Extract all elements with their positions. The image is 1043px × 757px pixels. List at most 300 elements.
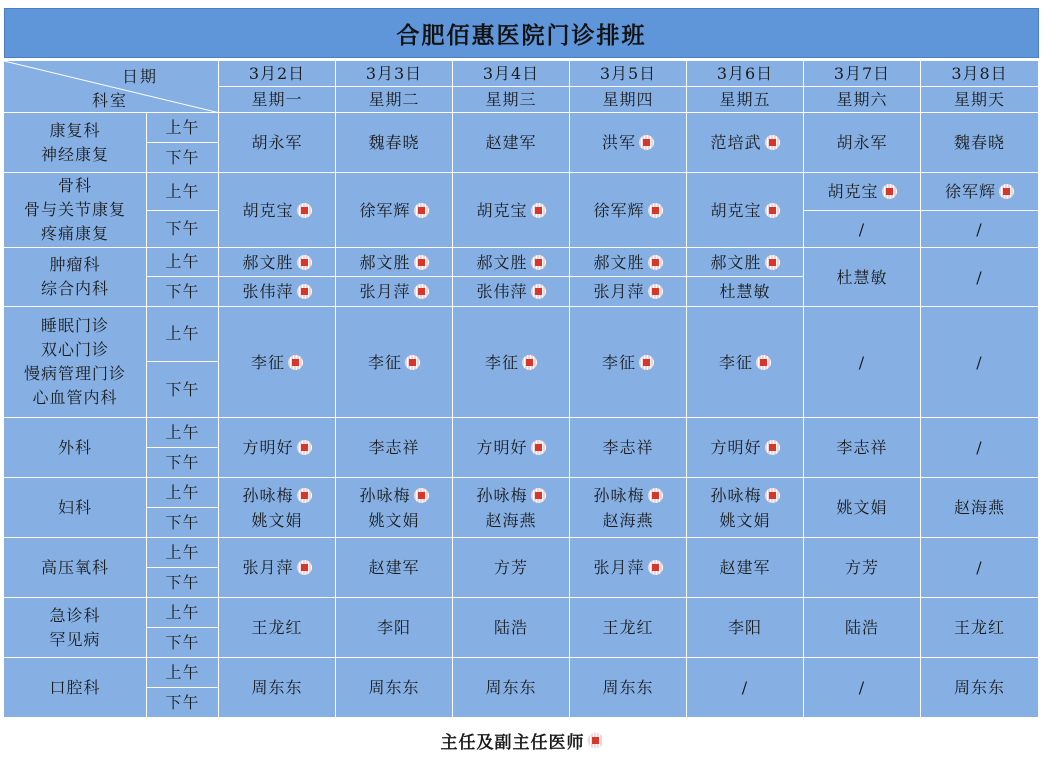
doctor-name: 李阳 — [376, 618, 411, 637]
weekday-label: 星期四 — [602, 89, 654, 109]
department-cell — [4, 113, 147, 173]
assignment-cell — [453, 418, 570, 478]
doctor-name: 李阳 — [727, 618, 762, 637]
doctor-name: 郝文胜 — [242, 252, 294, 272]
doctor-entry — [476, 198, 545, 223]
doctor-name: 张伟萍 — [476, 282, 528, 301]
doctor-entry — [827, 179, 896, 204]
corner-dept-label: 科室 — [92, 91, 129, 110]
senior-doctor-badge-icon — [531, 488, 546, 503]
schedule-table — [4, 61, 1039, 718]
assignment-cell — [804, 211, 921, 248]
doctor-entry — [485, 350, 537, 375]
doctor-entry — [602, 435, 653, 460]
assignment-cell — [804, 418, 921, 478]
department-cell — [4, 307, 147, 418]
period-pm — [147, 568, 219, 598]
doctor-name: 赵建军 — [485, 133, 537, 152]
weekday-label: 星期二 — [368, 89, 420, 109]
doctor-name: 魏春晓 — [953, 133, 1005, 152]
period-label: 下午 — [165, 512, 200, 532]
doctor-name: 赵建军 — [719, 558, 771, 577]
assignment-cell — [687, 248, 804, 277]
doctor-name: / — [976, 558, 983, 577]
doctor-entry — [251, 350, 303, 375]
assignment-cell — [687, 478, 804, 538]
assignment-cell — [570, 113, 687, 173]
period-am — [147, 248, 219, 277]
doctor-entry — [494, 615, 528, 640]
period-am — [147, 418, 219, 448]
assignment-cell — [921, 538, 1039, 598]
assignment-cell — [219, 113, 336, 173]
schedule-title: 合肥佰惠医院门诊排班 — [4, 8, 1039, 58]
department-name: 急诊科 — [49, 605, 101, 625]
senior-doctor-badge-icon — [414, 255, 429, 270]
senior-doctor-badge-icon — [531, 255, 546, 270]
doctor-name: 王龙红 — [953, 618, 1005, 637]
assignment-cell — [453, 307, 570, 418]
date-header — [570, 61, 687, 87]
doctor-name: 胡永军 — [251, 133, 303, 152]
department-cell — [4, 173, 147, 248]
doctor-entry — [710, 130, 779, 155]
period-pm — [147, 211, 219, 248]
assignment-cell — [219, 658, 336, 718]
doctor-name: 方芳 — [493, 558, 528, 577]
senior-doctor-badge-icon — [414, 203, 429, 218]
doctor-name: / — [858, 352, 866, 372]
doctor-name: 李志祥 — [836, 438, 888, 457]
period-am — [147, 173, 219, 211]
assignment-cell — [453, 538, 570, 598]
date-header — [804, 61, 921, 87]
doctor-name: 方明好 — [242, 438, 294, 457]
assignment-cell — [570, 248, 687, 277]
senior-doctor-badge-icon — [414, 284, 429, 299]
doctor-entry — [242, 198, 311, 223]
doctor-entry — [602, 615, 653, 640]
doctor-entry — [593, 250, 662, 275]
assignment-cell — [219, 418, 336, 478]
assignment-cell — [336, 478, 453, 538]
department-name: 疼痛康复 — [40, 224, 109, 243]
doctor-entry — [836, 495, 887, 520]
period-am — [147, 113, 219, 143]
doctor-entry — [251, 675, 302, 700]
doctor-name: 魏春晓 — [368, 133, 420, 152]
assignment-cell — [687, 658, 804, 718]
legend — [0, 726, 1043, 754]
doctor-name: 张伟萍 — [242, 282, 294, 301]
assignment-cell — [336, 307, 453, 418]
senior-doctor-badge-icon — [765, 488, 780, 503]
assignment-cell — [804, 113, 921, 173]
doctor-entry — [845, 615, 879, 640]
assignment-cell — [570, 598, 687, 658]
assignment-cell — [219, 307, 336, 418]
doctor-name: 赵海燕 — [953, 498, 1005, 517]
assignment-cell — [804, 173, 921, 211]
department-cell — [4, 248, 147, 307]
doctor-name: 周东东 — [368, 678, 420, 697]
doctor-entry — [485, 508, 536, 533]
doctor-entry — [593, 483, 662, 508]
doctor-name: 张月萍 — [242, 558, 294, 577]
assignment-cell — [336, 248, 453, 277]
weekday-header — [687, 87, 804, 113]
date-label: 3月2日 — [248, 63, 306, 83]
date-header — [453, 61, 570, 87]
doctor-name: 姚文娟 — [719, 510, 771, 530]
assignment-cell — [336, 277, 453, 307]
department-cell — [4, 598, 147, 658]
assignment-cell — [921, 478, 1039, 538]
weekday-header — [219, 87, 336, 113]
doctor-name: 方明好 — [476, 438, 528, 457]
period-pm — [147, 143, 219, 173]
senior-doctor-badge-icon — [288, 355, 303, 370]
assignment-cell — [804, 538, 921, 598]
doctor-name: 周东东 — [602, 678, 654, 697]
doctor-name: 杜慧敏 — [836, 267, 888, 287]
senior-doctor-badge-icon — [648, 560, 663, 575]
doctor-entry — [242, 279, 311, 304]
doctor-name: 方芳 — [844, 558, 879, 577]
doctor-name: 郝文胜 — [710, 252, 762, 272]
period-pm — [147, 448, 219, 478]
doctor-entry — [954, 495, 1005, 520]
period-am — [147, 307, 219, 362]
date-label: 3月3日 — [365, 63, 423, 83]
assignment-cell — [687, 598, 804, 658]
doctor-entry — [377, 615, 411, 640]
doctor-entry — [836, 265, 887, 290]
assignment-cell — [921, 248, 1039, 307]
doctor-entry — [836, 435, 887, 460]
doctor-name: 李征 — [484, 352, 519, 372]
period-label: 上午 — [165, 117, 200, 137]
weekday-header — [804, 87, 921, 113]
doctor-name: 李征 — [601, 352, 636, 372]
senior-doctor-badge-icon — [297, 440, 312, 455]
period-am — [147, 658, 219, 688]
senior-doctor-badge-icon — [531, 284, 546, 299]
assignment-cell — [687, 538, 804, 598]
doctor-name: 赵海燕 — [485, 510, 537, 530]
period-label: 下午 — [165, 572, 200, 592]
assignment-cell — [570, 173, 687, 248]
weekday-header — [921, 87, 1039, 113]
doctor-name: / — [858, 678, 866, 697]
senior-doctor-badge-icon — [588, 733, 603, 748]
weekday-label: 星期三 — [485, 89, 537, 109]
doctor-entry — [710, 198, 779, 223]
date-header — [921, 61, 1039, 87]
senior-doctor-badge-icon — [405, 355, 420, 370]
department-name: 睡眠门诊 — [40, 316, 109, 335]
period-label: 下午 — [165, 219, 200, 238]
senior-doctor-badge-icon — [639, 135, 654, 150]
department-name: 骨与关节康复 — [23, 200, 126, 219]
period-am — [147, 538, 219, 568]
doctor-entry — [242, 435, 311, 460]
period-label: 上午 — [165, 324, 200, 343]
senior-doctor-badge-icon — [297, 560, 312, 575]
doctor-entry — [976, 265, 982, 290]
corner-date-label: 日期 — [122, 67, 159, 86]
doctor-name: 陆浩 — [493, 618, 528, 637]
doctor-name: 孙咏梅 — [710, 485, 762, 505]
doctor-entry — [359, 483, 428, 508]
doctor-name: / — [858, 219, 866, 239]
assignment-cell — [921, 307, 1039, 418]
assignment-cell — [336, 658, 453, 718]
period-label: 下午 — [165, 147, 200, 167]
period-pm — [147, 362, 219, 418]
department-name: 妇科 — [57, 497, 92, 517]
doctor-name: 李志祥 — [368, 438, 420, 457]
department-name: 神经康复 — [40, 144, 109, 164]
doctor-entry — [476, 435, 545, 460]
doctor-entry — [728, 615, 762, 640]
doctor-name: 孙咏梅 — [476, 485, 528, 505]
doctor-entry — [845, 555, 879, 580]
doctor-name: 赵海燕 — [602, 510, 654, 530]
assignment-cell — [336, 538, 453, 598]
department-name: 骨科 — [57, 176, 92, 195]
date-label: 3月6日 — [716, 63, 774, 83]
assignment-cell — [570, 658, 687, 718]
department-name: 心血管内科 — [32, 388, 118, 407]
doctor-name: 徐军辉 — [944, 182, 996, 201]
doctor-entry — [602, 675, 653, 700]
date-label: 3月4日 — [482, 63, 540, 83]
senior-doctor-badge-icon — [765, 135, 780, 150]
doctor-entry — [485, 675, 536, 700]
doctor-entry — [954, 615, 1005, 640]
senior-doctor-badge-icon — [648, 488, 663, 503]
senior-doctor-badge-icon — [531, 203, 546, 218]
assignment-cell — [921, 173, 1039, 211]
doctor-entry — [945, 179, 1014, 204]
doctor-name: 姚文娟 — [251, 510, 303, 530]
assignment-cell — [804, 248, 921, 307]
doctor-entry — [242, 250, 311, 275]
doctor-entry — [251, 130, 302, 155]
assignment-cell — [570, 538, 687, 598]
assignment-cell — [219, 598, 336, 658]
doctor-name: 胡克宝 — [242, 200, 294, 220]
doctor-entry — [859, 350, 865, 375]
doctor-entry — [976, 217, 982, 242]
doctor-entry — [359, 250, 428, 275]
date-header — [219, 61, 336, 87]
department-name: 肿瘤科 — [49, 255, 101, 274]
department-cell — [4, 538, 147, 598]
assignment-cell — [804, 658, 921, 718]
doctor-entry — [976, 555, 982, 580]
weekday-label: 星期五 — [719, 89, 771, 109]
period-pm — [147, 688, 219, 718]
doctor-name: 杜慧敏 — [719, 282, 771, 301]
doctor-name: 郝文胜 — [359, 252, 411, 272]
assignment-cell — [921, 418, 1039, 478]
period-label: 下午 — [165, 281, 200, 301]
department-cell — [4, 418, 147, 478]
doctor-entry — [368, 675, 419, 700]
senior-doctor-badge-icon — [297, 488, 312, 503]
doctor-entry — [954, 675, 1005, 700]
senior-doctor-badge-icon — [648, 284, 663, 299]
doctor-entry — [602, 350, 654, 375]
senior-doctor-badge-icon — [414, 488, 429, 503]
doctor-name: / — [741, 678, 749, 697]
assignment-cell — [804, 307, 921, 418]
doctor-entry — [719, 555, 770, 580]
date-header — [336, 61, 453, 87]
doctor-name: 洪军 — [601, 133, 636, 152]
period-pm — [147, 508, 219, 538]
assignment-cell — [687, 113, 804, 173]
doctor-entry — [368, 435, 419, 460]
doctor-entry — [859, 217, 865, 242]
period-label: 下午 — [165, 632, 200, 652]
assignment-cell — [453, 478, 570, 538]
assignment-cell — [921, 598, 1039, 658]
doctor-name: 周东东 — [251, 678, 303, 697]
assignment-cell — [336, 113, 453, 173]
legend-label: 主任及副主任医师 — [440, 732, 585, 753]
department-name: 外科 — [57, 437, 92, 457]
doctor-entry — [602, 130, 654, 155]
assignment-cell — [687, 173, 804, 248]
department-name: 慢病管理门诊 — [23, 364, 126, 383]
department-cell — [4, 478, 147, 538]
doctor-entry — [593, 279, 662, 304]
doctor-entry — [476, 483, 545, 508]
doctor-entry — [242, 483, 311, 508]
doctor-name: / — [976, 219, 983, 239]
senior-doctor-badge-icon — [882, 184, 897, 199]
assignment-cell — [921, 658, 1039, 718]
doctor-entry — [710, 250, 779, 275]
assignment-cell — [570, 277, 687, 307]
doctor-entry — [710, 435, 779, 460]
doctor-entry — [368, 555, 419, 580]
weekday-header — [336, 87, 453, 113]
senior-doctor-badge-icon — [765, 203, 780, 218]
period-label: 下午 — [165, 452, 200, 472]
assignment-cell — [219, 277, 336, 307]
department-name: 综合内科 — [40, 279, 109, 298]
doctor-name: 徐军辉 — [593, 200, 645, 220]
senior-doctor-badge-icon — [765, 255, 780, 270]
assignment-cell — [921, 211, 1039, 248]
weekday-label: 星期六 — [836, 89, 888, 109]
senior-doctor-badge-icon — [648, 203, 663, 218]
assignment-cell — [570, 478, 687, 538]
doctor-name: 郝文胜 — [476, 252, 528, 272]
doctor-entry — [368, 130, 419, 155]
senior-doctor-badge-icon — [297, 203, 312, 218]
doctor-name: 徐军辉 — [359, 200, 411, 220]
assignment-cell — [453, 173, 570, 248]
doctor-entry — [742, 675, 748, 700]
doctor-name: / — [976, 438, 983, 457]
doctor-entry — [359, 198, 428, 223]
assignment-cell — [336, 598, 453, 658]
doctor-name: 胡克宝 — [827, 182, 879, 201]
assignment-cell — [219, 173, 336, 248]
assignment-cell — [336, 173, 453, 248]
doctor-entry — [494, 555, 528, 580]
doctor-name: 赵建军 — [368, 558, 420, 577]
assignment-cell — [687, 277, 804, 307]
senior-doctor-badge-icon — [297, 255, 312, 270]
doctor-name: 李征 — [367, 352, 402, 372]
senior-doctor-badge-icon — [765, 440, 780, 455]
period-label: 下午 — [165, 692, 200, 712]
assignment-cell — [921, 113, 1039, 173]
period-label: 上午 — [165, 662, 200, 682]
doctor-entry — [859, 675, 865, 700]
doctor-entry — [836, 130, 887, 155]
assignment-cell — [804, 478, 921, 538]
assignment-cell — [219, 248, 336, 277]
senior-doctor-badge-icon — [522, 355, 537, 370]
doctor-entry — [954, 130, 1005, 155]
doctor-name: 胡克宝 — [476, 200, 528, 220]
doctor-entry — [593, 555, 662, 580]
doctor-name: 王龙红 — [602, 618, 654, 637]
doctor-name: 李征 — [718, 352, 753, 372]
senior-doctor-badge-icon — [756, 355, 771, 370]
doctor-entry — [976, 435, 982, 460]
doctor-entry — [476, 250, 545, 275]
doctor-name: / — [976, 267, 983, 287]
doctor-entry — [368, 350, 420, 375]
period-pm — [147, 628, 219, 658]
doctor-name: 李征 — [250, 352, 285, 372]
date-label: 3月5日 — [599, 63, 657, 83]
doctor-name: 姚文娟 — [836, 498, 888, 517]
doctor-name: 孙咏梅 — [242, 485, 294, 505]
doctor-name: 张月萍 — [593, 558, 645, 577]
assignment-cell — [570, 418, 687, 478]
period-am — [147, 598, 219, 628]
period-label: 上午 — [165, 542, 200, 562]
period-label: 上午 — [165, 181, 200, 201]
date-label: 3月8日 — [951, 63, 1008, 83]
period-label: 上午 — [165, 602, 200, 622]
period-am — [147, 478, 219, 508]
doctor-name: 范培武 — [710, 133, 762, 152]
doctor-name: 周东东 — [485, 678, 537, 697]
senior-doctor-badge-icon — [531, 440, 546, 455]
department-cell — [4, 658, 147, 718]
department-name: 罕见病 — [49, 629, 101, 649]
doctor-entry — [251, 508, 302, 533]
assignment-cell — [453, 658, 570, 718]
assignment-cell — [453, 598, 570, 658]
date-label: 3月7日 — [833, 63, 891, 83]
senior-doctor-badge-icon — [999, 184, 1014, 199]
doctor-name: 张月萍 — [593, 282, 645, 301]
senior-doctor-badge-icon — [648, 255, 663, 270]
doctor-entry — [359, 279, 428, 304]
doctor-entry — [485, 130, 536, 155]
